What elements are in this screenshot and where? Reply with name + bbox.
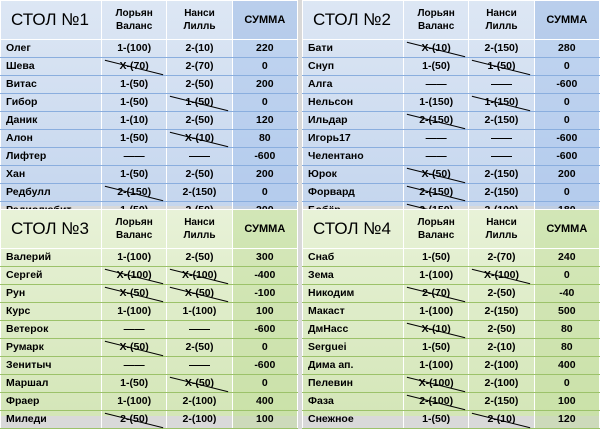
player-name: Дима ап.	[303, 357, 404, 375]
player-name: Алга	[303, 76, 404, 94]
bet-player-1: Х-(10)	[403, 321, 468, 339]
sum-value: -600	[534, 76, 599, 94]
bet-player-2: 2-(10)	[469, 339, 534, 357]
bet-player-1: 1-(50)	[101, 166, 166, 184]
player-name: Алон	[1, 130, 102, 148]
bet-player-1: 1-(100)	[101, 393, 166, 411]
bet-player-2: 2-(150)	[469, 40, 534, 58]
player-name: Курс	[1, 303, 102, 321]
player-name: Игорь17	[303, 130, 404, 148]
sum-value: 120	[232, 112, 297, 130]
bet-player-1: ——	[403, 148, 468, 166]
bet-player-1: Х-(70)	[101, 58, 166, 76]
bet-player-2: ——	[469, 76, 534, 94]
sum-value: -40	[534, 285, 599, 303]
table-title: СТОЛ №3	[1, 210, 102, 249]
table-row	[303, 94, 600, 112]
sum-value: 280	[534, 40, 599, 58]
sum-value: -600	[534, 148, 599, 166]
bet-player-1: 1-(100)	[101, 303, 166, 321]
table-row	[303, 40, 600, 58]
column-header-player-1: Лорьян Валанс	[101, 1, 166, 40]
sum-value: -600	[232, 357, 297, 375]
column-header-player-2: Нанси Лилль	[167, 210, 232, 249]
bet-player-2: 2-(50)	[469, 321, 534, 339]
sum-value: 200	[232, 76, 297, 94]
player-name: Ильдар	[303, 112, 404, 130]
bet-player-1: ——	[101, 148, 166, 166]
sum-value: -600	[232, 148, 297, 166]
bet-player-2: Х-(10)	[167, 130, 232, 148]
player-name: Маршал	[1, 375, 102, 393]
bet-player-1: ——	[101, 321, 166, 339]
player-name: Румарк	[1, 339, 102, 357]
player-name: ДмНасс	[303, 321, 404, 339]
player-name: Гибор	[1, 94, 102, 112]
bet-player-1: 2-(70)	[403, 285, 468, 303]
sum-value: 0	[534, 184, 599, 202]
score-table	[302, 0, 600, 220]
table-row	[303, 375, 600, 393]
bet-player-1: 1-(10)	[101, 112, 166, 130]
sum-value: 300	[232, 249, 297, 267]
bet-player-1: 2-(100)	[403, 393, 468, 411]
table-row	[1, 339, 298, 357]
table-row	[303, 58, 600, 76]
player-name: Никодим	[303, 285, 404, 303]
bet-player-2: Х-(50)	[167, 285, 232, 303]
table-row	[303, 285, 600, 303]
sum-value: 0	[534, 375, 599, 393]
table-panel-1	[0, 0, 298, 206]
table-row	[1, 267, 298, 285]
sum-value: 100	[534, 393, 599, 411]
player-name: Витас	[1, 76, 102, 94]
table-row	[1, 166, 298, 184]
table-row	[1, 58, 298, 76]
bet-player-2: 2-(50)	[167, 76, 232, 94]
column-header-player-2: Нанси Лилль	[167, 1, 232, 40]
bet-player-1: ——	[403, 130, 468, 148]
player-name: Миледи	[1, 411, 102, 429]
player-name: Зенитыч	[1, 357, 102, 375]
player-name: Фаза	[303, 393, 404, 411]
bet-player-2: 2-(50)	[469, 285, 534, 303]
table-row	[303, 166, 600, 184]
bet-player-1: 1-(50)	[403, 339, 468, 357]
player-name: Ветерок	[1, 321, 102, 339]
player-name: Снуп	[303, 58, 404, 76]
sum-value: 80	[232, 130, 297, 148]
table-row	[1, 130, 298, 148]
sum-value: -100	[232, 285, 297, 303]
sum-value: 0	[232, 94, 297, 112]
bet-player-2: 1-(100)	[167, 303, 232, 321]
sum-value: -600	[232, 321, 297, 339]
sum-value: -400	[232, 267, 297, 285]
sum-value: 240	[534, 249, 599, 267]
column-header-player-2: Нанси Лилль	[469, 1, 534, 40]
player-name: Макаст	[303, 303, 404, 321]
player-name: Снаб	[303, 249, 404, 267]
player-name: Олег	[1, 40, 102, 58]
sum-value: 0	[232, 184, 297, 202]
header-row	[1, 210, 298, 249]
sum-value: 400	[534, 357, 599, 375]
bet-player-2: Х-(100)	[167, 267, 232, 285]
bet-player-2: Х-(100)	[469, 267, 534, 285]
table-row	[303, 184, 600, 202]
bet-player-1: 1-(100)	[101, 249, 166, 267]
sum-value: 80	[534, 321, 599, 339]
bet-player-2: 2-(150)	[167, 184, 232, 202]
score-table	[0, 209, 298, 429]
score-table	[302, 209, 600, 429]
sum-value: 500	[534, 303, 599, 321]
header-row	[303, 210, 600, 249]
sum-value: 400	[232, 393, 297, 411]
player-name: Бати	[303, 40, 404, 58]
table-row	[303, 130, 600, 148]
player-name: Форвард	[303, 184, 404, 202]
bet-player-1: ——	[101, 357, 166, 375]
bet-player-2: ——	[167, 148, 232, 166]
player-name: Рун	[1, 285, 102, 303]
bet-player-1: 1-(50)	[403, 249, 468, 267]
bet-player-2: ——	[167, 357, 232, 375]
bet-player-2: 2-(100)	[469, 375, 534, 393]
player-name: Редбулл	[1, 184, 102, 202]
column-header-player-1: Лорьян Валанс	[403, 1, 468, 40]
bet-player-1: 2-(150)	[101, 184, 166, 202]
table-row	[303, 249, 600, 267]
bet-player-2: 2-(100)	[469, 357, 534, 375]
sum-value: 200	[534, 166, 599, 184]
table-row	[1, 148, 298, 166]
bet-player-2: 2-(100)	[167, 411, 232, 429]
bet-player-2: 2-(150)	[469, 393, 534, 411]
bet-player-2: 2-(50)	[167, 249, 232, 267]
bet-player-2: 2-(50)	[167, 112, 232, 130]
sum-value: 220	[232, 40, 297, 58]
bet-player-2: 1-(150)	[469, 94, 534, 112]
column-header-player-2: Нанси Лилль	[469, 210, 534, 249]
player-name: Шева	[1, 58, 102, 76]
player-name: Нельсон	[303, 94, 404, 112]
table-row	[303, 357, 600, 375]
player-name: Валерий	[1, 249, 102, 267]
table-row	[303, 321, 600, 339]
bet-player-1: 1-(100)	[403, 357, 468, 375]
sum-value: 0	[232, 375, 297, 393]
table-panel-2	[302, 0, 600, 206]
table-row	[1, 321, 298, 339]
bet-player-2: ——	[167, 321, 232, 339]
bet-player-2: 2-(100)	[167, 393, 232, 411]
column-header-sum: СУММА	[534, 210, 599, 249]
player-name: Даник	[1, 112, 102, 130]
player-name: Фраер	[1, 393, 102, 411]
table-row	[1, 184, 298, 202]
header-row	[303, 1, 600, 40]
table-row	[303, 267, 600, 285]
table-row	[1, 76, 298, 94]
bet-player-1: 1-(50)	[403, 58, 468, 76]
table-row	[303, 339, 600, 357]
table-row	[1, 303, 298, 321]
bet-player-1: 2-(150)	[403, 112, 468, 130]
table-title: СТОЛ №1	[1, 1, 102, 40]
player-name: Хан	[1, 166, 102, 184]
table-row	[1, 285, 298, 303]
table-row	[303, 148, 600, 166]
bet-player-1: 1-(50)	[101, 76, 166, 94]
sum-value: 100	[232, 411, 297, 429]
table-row	[303, 76, 600, 94]
bet-player-2: 2-(70)	[469, 249, 534, 267]
bet-player-2: 2-(150)	[469, 303, 534, 321]
table-row	[1, 357, 298, 375]
player-name: Сергей	[1, 267, 102, 285]
player-name: Снежное	[303, 411, 404, 429]
bet-player-2: ——	[469, 130, 534, 148]
bet-player-1: 1-(50)	[101, 130, 166, 148]
bet-player-2: 2-(10)	[167, 40, 232, 58]
table-panel-3	[0, 209, 298, 425]
score-table	[0, 0, 298, 220]
table-title: СТОЛ №2	[303, 1, 404, 40]
sum-value: 0	[232, 339, 297, 357]
table-row	[303, 303, 600, 321]
sum-value: 120	[534, 411, 599, 429]
table-row	[303, 411, 600, 429]
bet-player-1: Х-(10)	[403, 40, 468, 58]
player-name: Пелевин	[303, 375, 404, 393]
bet-player-1: Х-(100)	[403, 375, 468, 393]
table-row	[1, 249, 298, 267]
bet-player-1: Х-(100)	[101, 267, 166, 285]
bet-player-1: Х-(50)	[101, 339, 166, 357]
bet-player-1: 1-(50)	[101, 94, 166, 112]
table-title: СТОЛ №4	[303, 210, 404, 249]
bet-player-2: Х-(50)	[167, 375, 232, 393]
table-row	[1, 411, 298, 429]
bet-player-2: 2-(50)	[167, 339, 232, 357]
player-name: Лифтер	[1, 148, 102, 166]
player-name: Зема	[303, 267, 404, 285]
player-name: Serguei	[303, 339, 404, 357]
bet-player-1: 1-(100)	[403, 303, 468, 321]
sum-value: 0	[232, 58, 297, 76]
table-panel-4	[302, 209, 600, 425]
bet-player-2: 2-(50)	[167, 166, 232, 184]
bet-player-1: Х-(50)	[101, 285, 166, 303]
column-header-sum: СУММА	[232, 210, 297, 249]
table-row	[303, 393, 600, 411]
sum-value: 100	[232, 303, 297, 321]
player-name: Челентано	[303, 148, 404, 166]
sum-value: 0	[534, 58, 599, 76]
bet-player-2: 2-(150)	[469, 184, 534, 202]
bet-player-1: 1-(150)	[403, 94, 468, 112]
table-row	[1, 94, 298, 112]
bet-player-1: 1-(100)	[101, 40, 166, 58]
sum-value: 80	[534, 339, 599, 357]
bet-player-2: 1-(50)	[167, 94, 232, 112]
bet-player-1: 1-(50)	[101, 375, 166, 393]
header-row	[1, 1, 298, 40]
bet-player-2: 2-(150)	[469, 112, 534, 130]
sum-value: 0	[534, 112, 599, 130]
sum-value: 0	[534, 267, 599, 285]
column-header-player-1: Лорьян Валанс	[403, 210, 468, 249]
table-row	[303, 112, 600, 130]
bet-player-2: 2-(70)	[167, 58, 232, 76]
sum-value: -600	[534, 130, 599, 148]
column-header-sum: СУММА	[534, 1, 599, 40]
bet-player-1: 2-(50)	[101, 411, 166, 429]
table-row	[1, 40, 298, 58]
bet-player-1: ——	[403, 76, 468, 94]
bet-player-1: 1-(50)	[403, 411, 468, 429]
bet-player-2: 1-(50)	[469, 58, 534, 76]
bet-player-1: 1-(100)	[403, 267, 468, 285]
column-header-player-1: Лорьян Валанс	[101, 210, 166, 249]
table-row	[1, 375, 298, 393]
bet-player-2: 2-(10)	[469, 411, 534, 429]
player-name: Юрок	[303, 166, 404, 184]
table-row	[1, 393, 298, 411]
column-header-sum: СУММА	[232, 1, 297, 40]
sum-value: 200	[232, 166, 297, 184]
sum-value: 0	[534, 94, 599, 112]
bet-player-1: 2-(150)	[403, 184, 468, 202]
bet-player-1: Х-(50)	[403, 166, 468, 184]
table-row	[1, 112, 298, 130]
bet-player-2: ——	[469, 148, 534, 166]
bet-player-2: 2-(150)	[469, 166, 534, 184]
